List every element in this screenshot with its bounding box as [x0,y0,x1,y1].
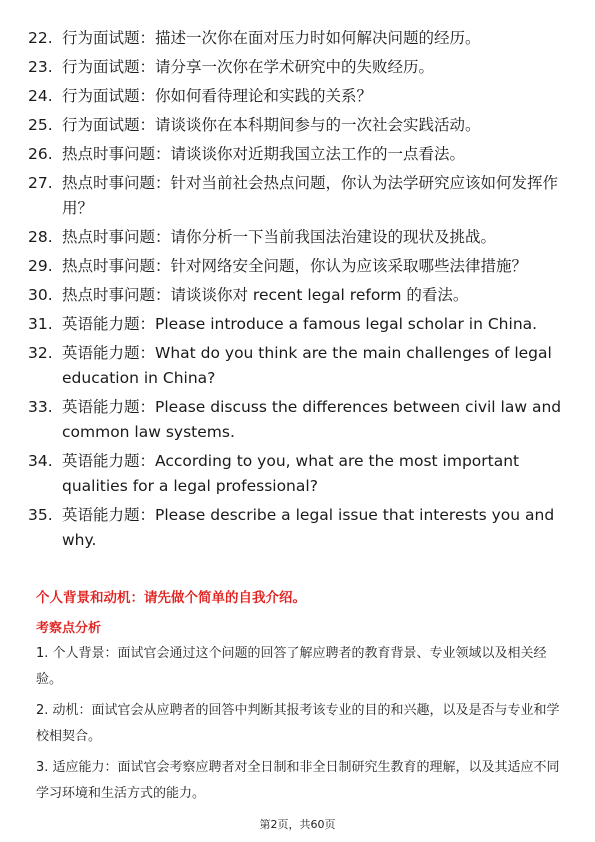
question-text: 英语能力题：Please describe a legal issue that interests you and why. [62,506,555,549]
question-text: 热点时事问题：请谈谈你对近期我国立法工作的一点看法。 [62,145,466,163]
question-text: 英语能力题：Please introduce a famous legal scholar in China. [62,315,538,333]
list-item [28,142,568,167]
analysis-title: 考察点分析 [36,621,102,636]
question-text: 热点时事问题：针对当前社会热点问题，你认为法学研究应该如何发挥作用？ [62,174,559,217]
question-number: 24. [28,87,53,105]
question-number: 35. [28,506,53,524]
question-text: 行为面试题：请谈谈你在本科期间参与的一次社会实践活动。 [62,116,481,134]
list-item [28,26,568,51]
analysis-list [36,641,564,812]
question-text: 行为面试题：描述一次你在面对压力时如何解决问题的经历。 [62,29,481,47]
question-number: 27. [28,174,53,192]
question-number: 30. [28,286,53,304]
question-text: 热点时事问题：针对网络安全问题，你认为应该采取哪些法律措施？ [62,257,528,275]
question-number: 34. [28,452,53,470]
question-number: 26. [28,145,53,163]
list-item [28,254,568,279]
question-text: 热点时事问题：请你分析一下当前我国法治建设的现状及挑战。 [62,228,497,246]
question-number: 31. [28,315,53,333]
list-item [28,395,568,445]
analysis-item: 3. 适应能力：面试官会考察应聘者对全日制和非全日制研究生教育的理解，以及其适应不同学习环境和生活方式的能力。 [36,760,560,801]
question-text: 热点时事问题：请谈谈你对 recent legal reform 的看法。 [62,286,469,304]
list-item [28,449,568,499]
question-list [28,26,568,557]
list-item [28,171,568,221]
question-number: 25. [28,116,53,134]
list-item [28,312,568,337]
question-text: 英语能力题：According to you, what are the most important qualities for a legal professional? [62,452,520,495]
question-number: 23. [28,58,53,76]
list-item [28,283,568,308]
section-title: 个人背景和动机：请先做个简单的自我介绍。 [36,590,306,606]
page-footer: 第2页，共60页 [259,818,336,831]
question-number: 29. [28,257,53,275]
question-text: 行为面试题：你如何看待理论和实践的关系？ [62,87,373,105]
question-number: 22. [28,29,53,47]
list-item [28,503,568,553]
question-text: 英语能力题：What do you think are the main challenges of legal education in China? [62,344,552,387]
list-item [28,84,568,109]
question-number: 32. [28,344,53,362]
question-number: 33. [28,398,53,416]
list-item [28,225,568,250]
question-number: 28. [28,228,53,246]
list-item [28,113,568,138]
question-text: 行为面试题：请分享一次你在学术研究中的失败经历。 [62,58,435,76]
question-text: 英语能力题：Please discuss the differences between civil law and common law systems. [62,398,562,441]
list-item [28,55,568,80]
list-item [28,341,568,391]
analysis-item: 1. 个人背景：面试官会通过这个问题的回答了解应聘者的教育背景、专业领域以及相关经验。 [36,646,547,687]
analysis-item: 2. 动机：面试官会从应聘者的回答中判断其报考该专业的目的和兴趣，以及是否与专业和学校相契合。 [36,703,560,744]
